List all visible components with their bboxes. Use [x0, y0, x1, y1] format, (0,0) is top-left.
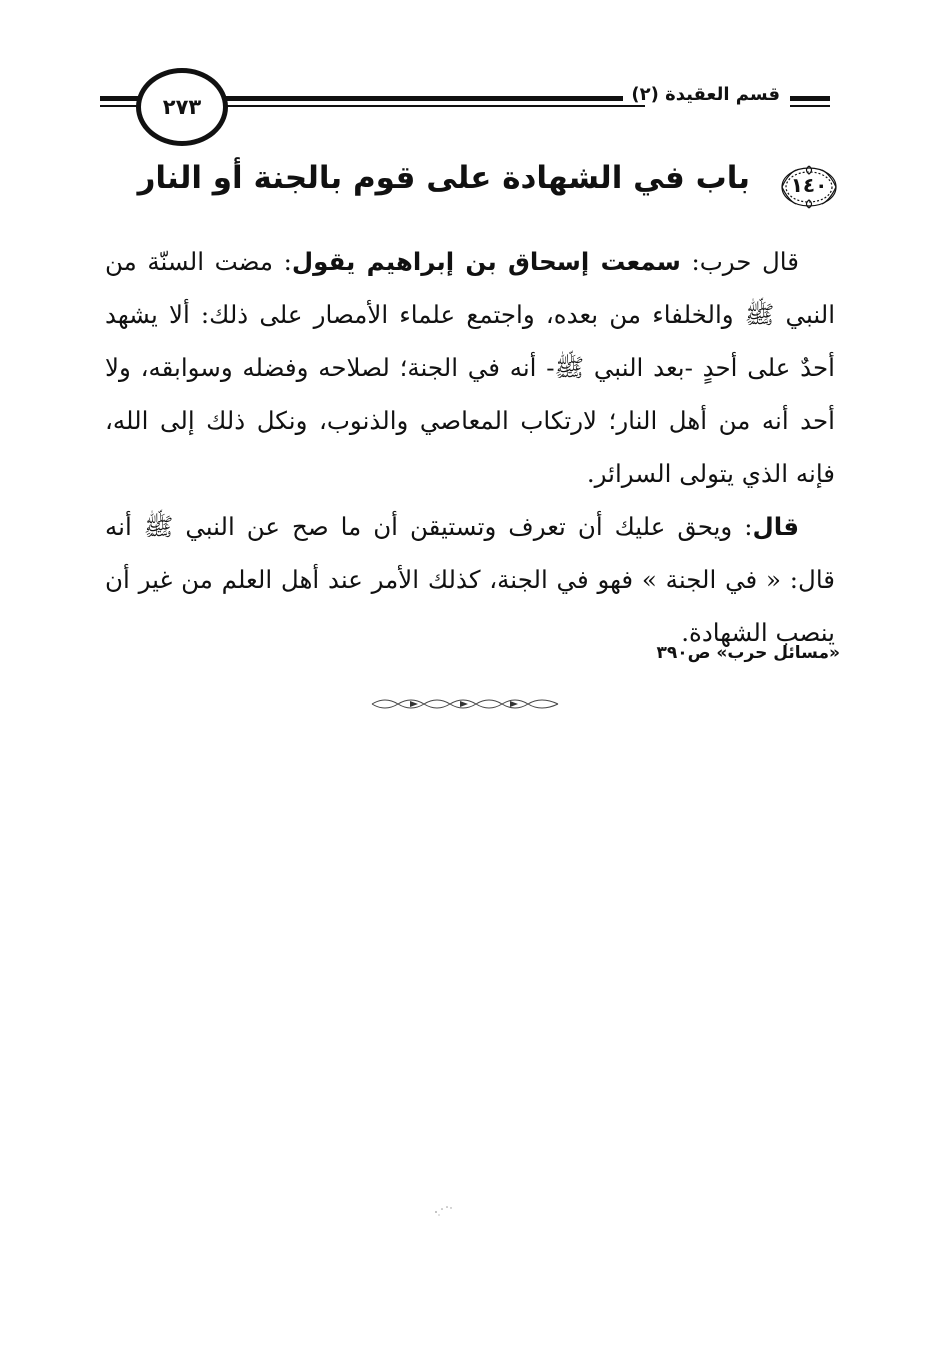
paragraph-bold: قال [752, 512, 799, 541]
paragraph [105, 235, 835, 500]
header-rule [790, 96, 830, 101]
chapter-title: باب في الشهادة على قوم بالجنة أو النار [137, 160, 750, 196]
divider-ornament-icon [370, 692, 560, 716]
paragraph-text: : ويحق عليك أن تعرف وتستيقن أن ما صح عن النبي ﷺ أنه قال: « في الجنة » فهو في الجنة، كذلك الأمر عند أهل العلم من غير أن ينصب الشهادة. [105, 512, 835, 647]
paragraph-lead: قال حرب: [680, 247, 799, 276]
page-number: ٢٧٣ [136, 68, 228, 146]
paragraph-text: : مضت السنّة من النبي ﷺ والخلفاء من بعده، واجتمع علماء الأمصار على ذلك: ألا يشهد أحدٌ على أحدٍ -بعد النبي ﷺ- أنه في الجنة؛ لصلاحه وفضله وسوابقه، ولا أحد أنه من أهل النار؛ لارتكاب المعاصي والذنوب، ونكل ذلك إلى الله، فإنه الذي يتولى السرائر. [105, 247, 835, 488]
running-header [100, 60, 830, 140]
paragraph [105, 500, 835, 659]
source-reference: «مسائل حرب» ص٣٩٠ [656, 643, 840, 663]
section-title: قسم العقيدة (٢) [623, 84, 788, 105]
chapter-heading [100, 160, 840, 220]
header-rule [790, 105, 830, 107]
body-text [105, 235, 835, 659]
paragraph-bold: سمعت إسحاق بن إبراهيم يقول [291, 247, 681, 276]
scan-specks [430, 1200, 460, 1220]
chapter-number: ١٤٠ [790, 173, 828, 197]
chapter-number-badge [778, 164, 840, 210]
